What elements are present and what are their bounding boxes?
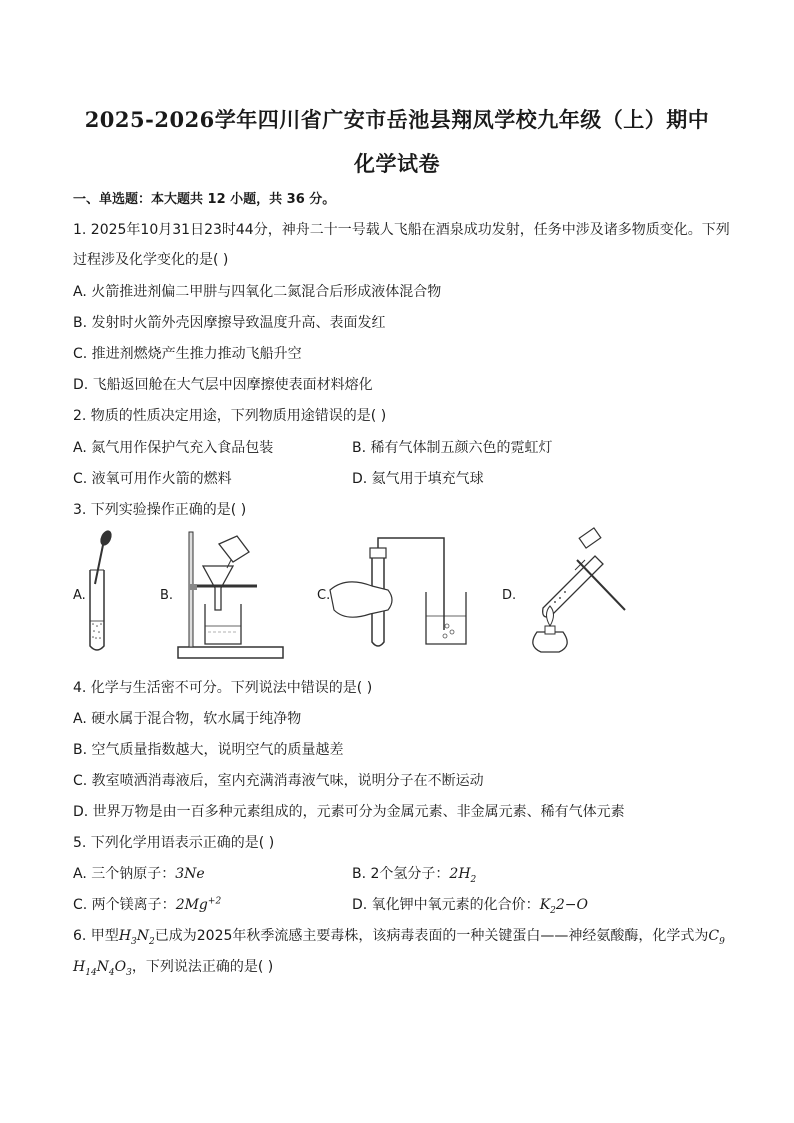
- airtightness-check-figure: [326, 534, 486, 652]
- q6-h: H: [118, 928, 132, 944]
- q6-h-sub: 3: [131, 936, 137, 947]
- q5-option-c-superscript: +2: [207, 896, 222, 907]
- q6-stem-prefix: 6. 甲型: [73, 928, 119, 944]
- q5-option-d-text: D. 氧化钾中氧元素的化合价：: [352, 897, 540, 913]
- q4-option-b[interactable]: B. 空气质量指数越大，说明空气的质量越差: [73, 742, 344, 758]
- q5-option-c[interactable]: [73, 894, 221, 914]
- q6-n: N: [136, 928, 150, 944]
- q2-stem: 2. 物质的性质决定用途，下列物质用途错误的是( ): [73, 408, 387, 424]
- q1-option-a[interactable]: A. 火箭推进剂偏二甲肼与四氧化二氮混合后形成液体混合物: [73, 284, 442, 300]
- q5-option-b[interactable]: [352, 863, 476, 885]
- q2-option-a[interactable]: A. 氮气用作保护气充入食品包装: [73, 440, 274, 456]
- q6-c: C: [708, 928, 720, 944]
- q1-stem-line1: 1. 2025年10月31日23时44分，神舟二十一号载人飞船在酒泉成功发射，任务中涉及诸多物质变化。下列: [73, 222, 730, 238]
- q1-option-c[interactable]: C. 推进剂燃烧产生推力推动飞船升空: [73, 346, 302, 362]
- exam-title-line2: 化学试卷: [354, 151, 440, 176]
- q5-option-b-formula: 2H: [449, 866, 471, 882]
- q5-option-c-text: C. 两个镁离子：: [73, 897, 176, 913]
- q3-stem: 3. 下列实验操作正确的是( ): [73, 502, 247, 518]
- q4-option-a[interactable]: A. 硬水属于混合物，软水属于纯净物: [73, 711, 302, 727]
- q6-formula-h: H: [73, 959, 86, 975]
- q6-c-sub: 9: [719, 936, 725, 947]
- q6-stem-middle: 已成为2025年秋季流感主要毒株，该病毒表面的一种关键蛋白——神经氨酸酶，化学式为: [154, 928, 709, 944]
- q6-formula-o-sub: 3: [126, 967, 132, 978]
- q2-option-c[interactable]: C. 液氧可用作火箭的燃料: [73, 471, 232, 487]
- q5-option-d[interactable]: [352, 894, 588, 916]
- heating-solid-figure: [515, 526, 640, 658]
- q6-formula-h-sub: 14: [85, 967, 97, 978]
- q5-stem: 5. 下列化学用语表示正确的是( ): [73, 835, 275, 851]
- q5-option-c-formula: 2Mg: [175, 897, 208, 913]
- q6-formula-o: O: [114, 959, 127, 975]
- q5-option-d-formula-o: 2−O: [555, 897, 589, 913]
- dropper-into-test-tube-figure: [84, 528, 124, 654]
- q3-option-a-label[interactable]: A.: [73, 588, 86, 603]
- q3-option-c-label[interactable]: C.: [317, 588, 331, 603]
- q6-formula-n-sub: 4: [108, 967, 115, 978]
- q2-option-d[interactable]: D. 氦气用于填充气球: [352, 471, 484, 487]
- q3-option-d-label[interactable]: D.: [502, 588, 517, 603]
- q5-option-d-formula-k: K: [539, 897, 551, 913]
- q6-stem-suffix: ，下列说法正确的是( ): [131, 959, 274, 975]
- q1-option-d[interactable]: D. 飞船返回舱在大气层中因摩擦使表面材料熔化: [73, 377, 373, 393]
- q5-option-a-text: A. 三个钠原子：: [73, 866, 176, 882]
- q4-option-d[interactable]: D. 世界万物是由一百多种元素组成的，元素可分为金属元素、非金属元素、稀有气体元素: [73, 804, 625, 820]
- section-heading: 一、单选题：本大题共 12 小题，共 36 分。: [73, 192, 336, 207]
- q1-stem-line2: 过程涉及化学变化的是( ): [73, 252, 229, 268]
- q6-formula-n: N: [96, 959, 109, 975]
- q5-option-d-subscript: 2: [550, 905, 556, 916]
- q2-option-b[interactable]: B. 稀有气体制五颜六色的霓虹灯: [352, 440, 553, 456]
- q5-option-a-formula: 3Ne: [175, 866, 205, 882]
- q6-n-sub: 2: [149, 936, 155, 947]
- q4-stem: 4. 化学与生活密不可分。下列说法中错误的是( ): [73, 680, 373, 696]
- q5-option-b-text: B. 2个氢分子：: [352, 866, 450, 882]
- q5-option-b-subscript: 2: [470, 874, 477, 885]
- q6-stem-line1: [73, 925, 725, 947]
- q3-option-b-label[interactable]: B.: [160, 588, 174, 603]
- q1-option-b[interactable]: B. 发射时火箭外壳因摩擦导致温度升高、表面发红: [73, 315, 386, 331]
- exam-title-line1: 2025-2026学年四川省广安市岳池县翔凤学校九年级（上）期中: [84, 107, 710, 132]
- q5-option-a[interactable]: [73, 863, 205, 883]
- filtration-apparatus-figure: [175, 522, 287, 662]
- q4-option-c[interactable]: C. 教室喷洒消毒液后，室内充满消毒液气味，说明分子在不断运动: [73, 773, 484, 789]
- q6-stem-line2: [73, 956, 273, 978]
